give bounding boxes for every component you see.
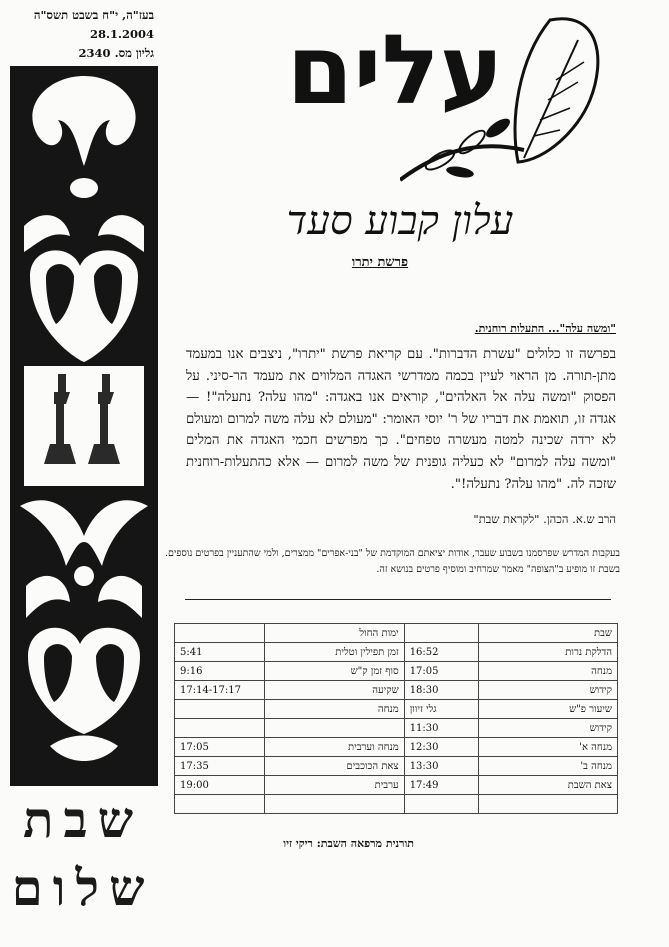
table-cell: 17:14-17:17 — [175, 681, 265, 700]
table-cell: 9:16 — [175, 662, 265, 681]
article-signature: הרב ש.א. הכהן. "לקראת שבת" — [473, 512, 616, 526]
table-row — [175, 643, 618, 662]
candlesticks-frame — [24, 366, 144, 486]
divider — [185, 599, 611, 600]
table-cell: מנחה ב' — [478, 757, 617, 776]
shabbat-word: שבת — [23, 790, 143, 849]
hebrew-date: בעז"ה, י"ח בשבט תשס"ה — [33, 8, 154, 22]
nurse-on-duty: תורנית מרפאה השבת: ריקי זיו — [283, 837, 414, 850]
table-cell: 17:05 — [404, 662, 478, 681]
table-cell: מנחה — [478, 662, 617, 681]
parasha-title: פרשת יתרו — [351, 255, 409, 270]
table-row — [175, 700, 618, 719]
table-row — [175, 738, 618, 757]
table-row — [175, 681, 618, 700]
table-cell: 18:30 — [404, 681, 478, 700]
table-row — [175, 624, 618, 643]
table-cell — [175, 795, 265, 814]
table-cell: שבת — [478, 624, 617, 643]
table-cell: מנחה א' — [478, 738, 617, 757]
article-title: "ומשה עלה"... התעלות רוחנית. — [474, 322, 616, 335]
article-body: בפרשה זו כלולים "עשרת הדברות". עם קריאת פרשת "יתרו", ניצבים אנו במעמד מתן-תורה. מן הראוי לעיין בכמה ממדרשי האגדה המלווים את מעמד הר-סיני. על הפסוק "ומשה עלה אל האלהים", קוראים אנו באגדה: "מהו עלה? נתעלה"! — אגדה זו, תואמת את דבריו של ר' יוסי האומר: "מעולם לא עלה משה למרום ומעולם לא ירדה שכינה למטה מעשרה טפחים". כך מפרשים חכמי האגדה את המלים "ומשה עלה למרום" לא כעליה גופנית של משה למרום — אלא כהתעלות-רוחנית שזכה לה. "מהו עלה? נתעלה!". — [186, 347, 616, 492]
table-cell — [175, 624, 265, 643]
table-row — [175, 719, 618, 738]
table-cell: שקיעה — [265, 681, 404, 700]
ornamental-border — [10, 66, 158, 786]
table-cell — [265, 719, 404, 738]
table-cell: 17:05 — [175, 738, 265, 757]
prayer-times-table — [174, 623, 618, 814]
table-cell: מנחה וערבית — [265, 738, 404, 757]
table-cell: הדלקת נרות — [478, 643, 617, 662]
table-cell: צאת הכוכבים — [265, 757, 404, 776]
table-cell — [175, 700, 265, 719]
table-row — [175, 776, 618, 795]
table-cell: ערבית — [265, 776, 404, 795]
table-row — [175, 757, 618, 776]
table-cell: 11:30 — [404, 719, 478, 738]
table-cell: מנחה — [265, 700, 404, 719]
table-cell — [478, 795, 617, 814]
table-cell: 16:52 — [404, 643, 478, 662]
table-cell: 12:30 — [404, 738, 478, 757]
table-cell: שיעור פ"ש — [478, 700, 617, 719]
table-cell: צאת השבת — [478, 776, 617, 795]
table-cell: 5:41 — [175, 643, 265, 662]
issue-header — [0, 6, 160, 63]
newsletter-logo: עלים — [286, 14, 504, 126]
table-row — [175, 662, 618, 681]
table-cell: 13:30 — [404, 757, 478, 776]
table-cell — [404, 624, 478, 643]
table-cell: קידוש — [478, 719, 617, 738]
table-cell: ימות החול — [265, 624, 404, 643]
table-cell — [175, 719, 265, 738]
gregorian-date: 28.1.2004 — [89, 27, 154, 41]
table-cell: גלי זיוון — [404, 700, 478, 719]
table-cell: 19:00 — [175, 776, 265, 795]
issue-number: גליון מס. 2340 — [78, 46, 154, 60]
table-cell: זמן תפילין וטלית — [265, 643, 404, 662]
table-cell — [265, 795, 404, 814]
leaf-branch-icon — [400, 0, 610, 190]
table-cell: 17:49 — [404, 776, 478, 795]
newsletter-subtitle: עלון קבוע סעד — [286, 198, 514, 244]
table-row — [175, 795, 618, 814]
editorial-note: בעקבות המדרש שפרסמנו בשבוע שעבר, אודות יציאתם המוקדמת של "בני-אפרים" ממצרים, ולמי שהתעניין בפרטים נוספים. בשבת זו מופיע ב"הצופה" מאמר שמרחיב ומוסיף פרטים בנושא זה. — [164, 548, 620, 575]
table-cell: קידוש — [478, 681, 617, 700]
table-cell: 17:35 — [175, 757, 265, 776]
shalom-word: שלום — [11, 858, 155, 917]
table-cell: סוף זמן ק"ש — [265, 662, 404, 681]
table-cell — [404, 795, 478, 814]
